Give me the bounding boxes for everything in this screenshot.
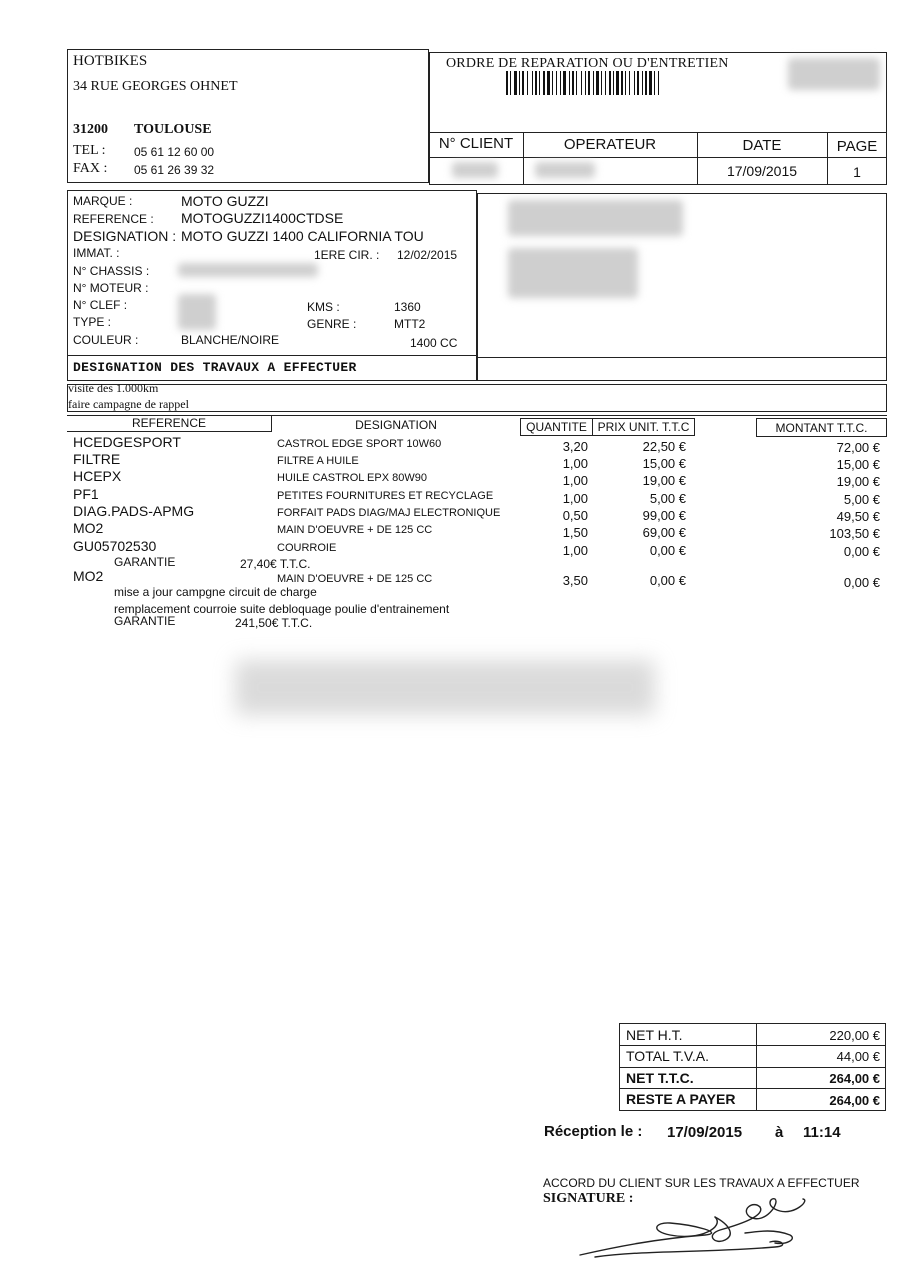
accord-text: ACCORD DU CLIENT SUR LES TRAVAUX A EFFECTUER [543, 1176, 860, 1190]
row-last-qty: 3,50 [562, 573, 588, 588]
row-montant: 0,00 € [843, 544, 880, 559]
kms-label: KMS : [307, 300, 340, 314]
redacted-clef [178, 294, 216, 330]
row-last-des: MAIN D'OEUVRE + DE 125 CC [277, 573, 433, 585]
garantie-2-value: 241,50€ T.T.C. [235, 616, 313, 630]
garage-fax: 05 61 26 39 32 [134, 163, 215, 177]
row-last-montant: 0,00 € [843, 575, 880, 590]
vehicle-box-divider [67, 355, 477, 356]
redacted-client-name [508, 200, 683, 236]
reception-label: Réception le : [544, 1123, 643, 1140]
row-designation: FORFAIT PADS DIAG/MAJ ELECTRONIQUE [277, 507, 501, 519]
row-prix: 15,00 € [642, 456, 686, 471]
net-ht-label: NET H.T. [626, 1027, 683, 1043]
note-1: mise a jour campgne circuit de charge [114, 585, 317, 599]
clef-label: N° CLEF : [73, 298, 128, 312]
garage-fax-label: FAX : [73, 161, 108, 176]
row-prix: 5,00 € [649, 491, 686, 506]
row-designation: FILTRE A HUILE [277, 455, 359, 467]
row-ref: GU05702530 [73, 538, 157, 554]
reste-label: RESTE A PAYER [626, 1091, 736, 1107]
row-montant: 5,00 € [843, 492, 880, 507]
row-montant: 15,00 € [836, 457, 880, 472]
couleur-label: COULEUR : [73, 333, 139, 347]
order-grid-top [429, 132, 887, 133]
row-quantite: 1,00 [562, 456, 588, 471]
redacted-operator [535, 162, 595, 178]
row-ref: HCEDGESPORT [73, 434, 181, 450]
order-page: 1 [853, 164, 861, 180]
row-quantite: 1,00 [562, 543, 588, 558]
barcode [506, 71, 766, 95]
reception-a: à [775, 1124, 784, 1141]
first-reg-value: 12/02/2015 [397, 248, 458, 262]
reference-label: REFERENCE : [73, 212, 154, 226]
client-box-divider [477, 357, 887, 358]
type-label: TYPE : [73, 315, 112, 329]
totals-h2 [619, 1067, 886, 1068]
redacted-handwriting [235, 660, 655, 715]
marque-value: MOTO GUZZI [181, 193, 269, 209]
row-designation: MAIN D'OEUVRE + DE 125 CC [277, 524, 433, 536]
tva-value: 44,00 € [836, 1049, 880, 1064]
row-quantite: 1,50 [562, 525, 588, 540]
row-designation: HUILE CASTROL EPX 80W90 [277, 472, 427, 484]
row-ref: FILTRE [73, 451, 121, 467]
redacted-order-number [788, 58, 880, 90]
row-quantite: 1,00 [562, 491, 588, 506]
row-montant: 19,00 € [836, 474, 880, 489]
kms-value: 1360 [394, 300, 421, 314]
genre-label: GENRE : [307, 317, 357, 331]
net-ttc-value: 264,00 € [829, 1071, 880, 1086]
row-montant: 72,00 € [836, 440, 880, 455]
order-grid-mid [429, 157, 887, 158]
operator-label: OPERATEUR [563, 136, 657, 153]
tva-label: TOTAL T.V.A. [626, 1048, 710, 1064]
cylindree-value: 1400 CC [410, 336, 458, 350]
totals-h1 [619, 1045, 886, 1046]
redacted-client-address [508, 248, 638, 298]
reference-value: MOTOGUZZI1400CTDSE [181, 210, 344, 226]
signature-label: SIGNATURE : [543, 1191, 634, 1206]
reste-value: 264,00 € [829, 1093, 880, 1108]
row-ref: DIAG.PADS-APMG [73, 503, 195, 519]
garage-tel: 05 61 12 60 00 [134, 145, 215, 159]
page-label: PAGE [836, 138, 878, 155]
net-ttc-label: NET T.T.C. [626, 1070, 694, 1086]
row-designation: PETITES FOURNITURES ET RECYCLAGE [277, 490, 494, 502]
reception-time: 11:14 [803, 1124, 841, 1141]
row-ref: PF1 [73, 486, 99, 502]
works-title: DESIGNATION DES TRAVAUX A EFFECTUER [73, 360, 357, 375]
order-date: 17/09/2015 [726, 163, 798, 179]
row-prix: 0,00 € [649, 543, 686, 558]
row-quantite: 0,50 [562, 508, 588, 523]
marque-label: MARQUE : [73, 194, 133, 208]
header-designation: DESIGNATION [355, 418, 437, 432]
garantie-1-label: GARANTIE [114, 555, 176, 569]
header-reference: REFERENCE [131, 416, 206, 430]
totals-h3 [619, 1088, 886, 1089]
works-box [67, 384, 887, 412]
garantie-2-label: GARANTIE [114, 614, 176, 628]
chassis-label: N° CHASSIS : [73, 264, 150, 278]
header-quantite: QUANTITE [526, 420, 587, 434]
row-quantite: 3,20 [562, 439, 588, 454]
row-ref: HCEPX [73, 468, 122, 484]
designation-label: DESIGNATION : [73, 228, 177, 244]
row-prix: 99,00 € [642, 508, 686, 523]
redacted-chassis [178, 263, 318, 277]
garantie-1-value: 27,40€ T.T.C. [240, 557, 311, 571]
works-line-1: visite des 1.000km [68, 381, 159, 395]
row-prix: 69,00 € [642, 525, 686, 540]
garage-city: TOULOUSE [134, 122, 212, 137]
first-reg-label: 1ERE CIR. : [314, 248, 380, 262]
table-header-bottom [67, 431, 272, 432]
row-last-ref: MO2 [73, 568, 104, 584]
row-ref: MO2 [73, 520, 104, 536]
row-designation: COURROIE [277, 542, 337, 554]
note-2: remplacement courroie suite debloquage poulie d'entrainement [114, 602, 450, 616]
row-quantite: 1,00 [562, 473, 588, 488]
row-designation: CASTROL EDGE SPORT 10W60 [277, 438, 442, 450]
moteur-label: N° MOTEUR : [73, 281, 149, 295]
garage-tel-label: TEL : [73, 143, 106, 158]
row-montant: 49,50 € [836, 509, 880, 524]
row-last-prix: 0,00 € [649, 573, 686, 588]
couleur-value: BLANCHE/NOIRE [181, 333, 280, 347]
garage-street: 34 RUE GEORGES OHNET [73, 79, 238, 94]
net-ht-value: 220,00 € [829, 1028, 880, 1043]
row-prix: 19,00 € [642, 473, 686, 488]
garage-name: HOTBIKES [73, 53, 148, 69]
garage-postcode: 31200 [73, 122, 108, 137]
works-line-2: faire campagne de rappel [68, 397, 189, 411]
genre-value: MTT2 [394, 317, 426, 331]
header-montant: MONTANT T.T.C. [775, 421, 868, 435]
redacted-client-number [452, 162, 498, 178]
reception-date: 17/09/2015 [667, 1124, 743, 1141]
handwritten-signature [575, 1195, 835, 1265]
date-label: DATE [742, 137, 782, 154]
row-montant: 103,50 € [829, 526, 880, 541]
header-prix: PRIX UNIT. T.T.C [597, 420, 690, 434]
immat-label: IMMAT. : [73, 246, 120, 260]
client-label: N° CLIENT [438, 135, 514, 152]
row-prix: 22,50 € [642, 439, 686, 454]
designation-value: MOTO GUZZI 1400 CALIFORNIA TOU [181, 228, 424, 244]
order-title: ORDRE DE REPARATION OU D'ENTRETIEN [446, 56, 729, 71]
